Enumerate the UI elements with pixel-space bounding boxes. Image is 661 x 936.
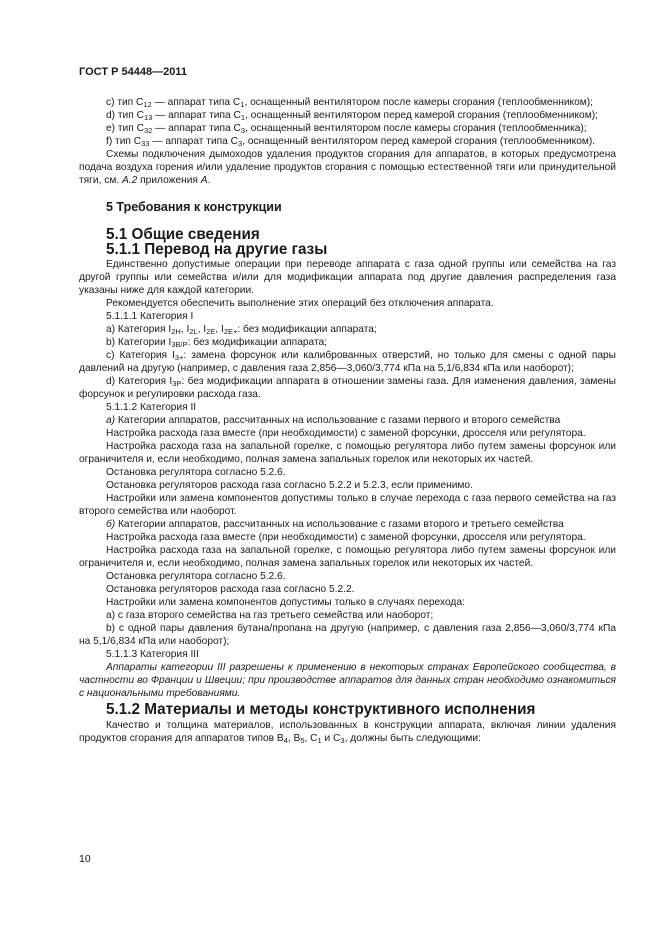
paragraph: Рекомендуется обеспечить выполнение этих операций без отключения аппарата. <box>106 298 494 309</box>
spacer <box>79 187 616 201</box>
paragraph: Настройки или замена компонентов допустимы только в случаях перехода: <box>106 597 465 608</box>
subsection-heading: 5.1.1 Перевод на другие газы <box>106 241 328 258</box>
paragraph: c) тип $C_{12}$ — аппарат типа $C_1$, оснащенный вентилятором после камеры сгорания (теплообменником); <box>106 97 593 109</box>
paragraph: a) Категория $I_{2H}$, $I_{2L}$, $I_{2E}$, $I_{2E+}$: без модификации аппарата; <box>106 324 377 336</box>
subsection-heading: 5.1 Общие сведения <box>106 226 260 243</box>
paragraph: Схемы подключения дымоходов удаления продуктов сгорания для аппаратов, в которых предусмотрена подача воздуха горения и/или удаление продуктов сгорания с помощью естественной тяги или принудительной тяги, см. A.2 приложения A. <box>79 149 616 186</box>
document-body <box>79 96 616 745</box>
paragraph: f) тип $C_{33}$ — аппарат типа $C_3$, оснащенный вентилятором перед камерой сгорания (теплообменником). <box>106 136 596 148</box>
paragraph: Остановка регуляторов расхода газа согласно 5.2.2. <box>106 584 355 595</box>
paragraph: Единственно допустимые операции при переводе аппарата с газа одной группы или семейства на газ другой группы или семейства и/или для модификации аппарата под другие давления распределения газа указаны ниже для каждой категории. <box>79 259 616 296</box>
paragraph: a) Категории аппаратов, рассчитанных на использование с газами первого и второго семейства <box>106 415 561 426</box>
paragraph: Настройки или замена компонентов допустимы только в случае перехода с газа первого семейства на газ второго семейства или наоборот. <box>79 493 616 517</box>
paragraph: b) Категории $I_{3B/P}$: без модификации аппарата; <box>106 337 328 349</box>
paragraph: d) тип $C_{13}$ — аппарат типа $C_1$, оснащенный вентилятором перед камерой сгорания (теплообменником); <box>106 110 598 122</box>
document-header: ГОСТ Р 54448—2011 <box>79 66 187 78</box>
page-number: 10 <box>79 853 91 865</box>
paragraph: e) тип $C_{32}$ — аппарат типа $C_3$, оснащенный вентилятором после камеры сгорания (теплообменника); <box>106 123 587 135</box>
paragraph: Настройка расхода газа на запальной горелке, с помощью регулятора либо путем замены форсунок или ограничителя и, если необходимо, полная замена запальных горелок или некоторых их частей. <box>79 545 616 569</box>
paragraph: Остановка регулятора согласно 5.2.6. <box>106 571 286 582</box>
paragraph: 5.1.1.2 Категория II <box>106 402 197 413</box>
paragraph: a) с газа второго семейства на газ третьего семейства или наоборот; <box>106 610 434 621</box>
paragraph: b) с одной пары давления бутана/пропана на другую (например, с давления газа 2,856—3,060/3,774 кПа на 5,1/6,834 кПа или наоборот); <box>79 623 616 647</box>
paragraph: Качество и толщина материалов, использованных в конструкции аппарата, включая линии удаления продуктов сгорания для аппаратов типов $B_4$, $B_5$, $C_1$ и $C_3$, должны быть следующими: <box>79 720 616 745</box>
section-heading: 5 Требования к конструкции <box>106 200 282 214</box>
paragraph: 5.1.1.1 Категория I <box>106 311 194 322</box>
paragraph: 5.1.1.3 Категория III <box>106 649 199 660</box>
paragraph: Настройка расхода газа на запальной горелке, с помощью регулятора либо путем замены форсунок или ограничителя и, если необходимо, полная замена запальных горелок или некоторых их частей. <box>79 441 616 465</box>
paragraph: б) Категории аппаратов, рассчитанных на использование с газами второго и третьего семейства <box>106 519 564 530</box>
paragraph: Настройка расхода газа вместе (при необходимости) с заменой форсунки, дросселя или регулятора. <box>106 428 586 439</box>
paragraph: c) Категория $I_{3+}$: замена форсунок или калиброванных отверстий, но только для смены с одной пары давлений на другую (например, с давления газа 2,856—3,060/3,774 кПа на 5,1/6,834 кПа или наоборот); <box>79 350 616 374</box>
subsection-heading: 5.1.2 Материалы и методы конструктивного исполнения <box>106 701 536 718</box>
paragraph: Остановка регулятора согласно 5.2.6. <box>106 467 286 478</box>
paragraph: Настройка расхода газа вместе (при необходимости) с заменой форсунки, дросселя или регулятора. <box>106 532 586 543</box>
paragraph: Остановка регуляторов расхода газа согласно 5.2.2 и 5.2.3, если применимо. <box>106 480 473 491</box>
paragraph: Аппараты категории III разрешены к применению в некоторых странах Европейского сообщества, в частности во Франции и Швеции; при производстве аппаратов для данных стран необходимо ознакомиться с национальными требованиями. <box>79 662 616 699</box>
paragraph: d) Категория $I_{3P}$: без модификации аппарата в отношении замены газа. Для изменения давления, замены форсунок и регулировки расхода газа. <box>79 376 616 400</box>
